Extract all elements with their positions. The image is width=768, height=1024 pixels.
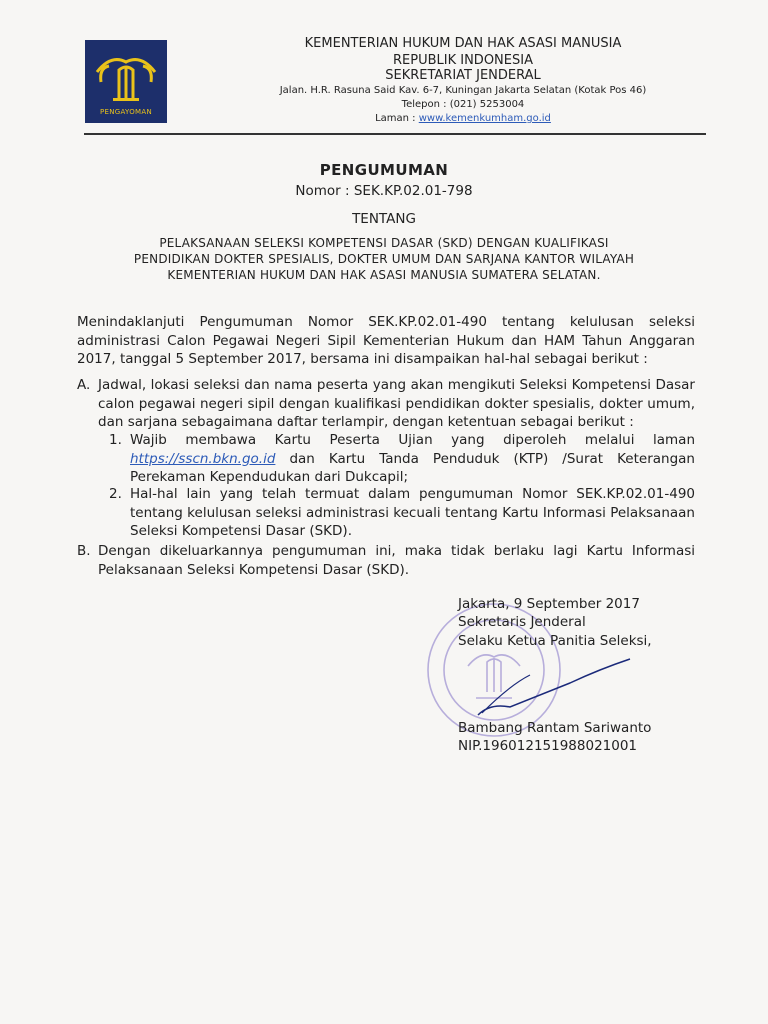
subject-line-1: PELAKSANAAN SELEKSI KOMPETENSI DASAR (SKD) DENGAN KUALIFIKASI <box>159 236 609 250</box>
subject-line-3: KEMENTERIAN HUKUM DAN HAK ASASI MANUSIA SUMATERA SELATAN. <box>167 268 601 282</box>
point-a-marker: A. <box>77 377 91 393</box>
handwritten-signature <box>470 655 650 725</box>
country-name: REPUBLIK INDONESIA <box>393 53 533 68</box>
sscn-link[interactable]: https://sscn.bkn.go.id <box>130 450 276 467</box>
item-1-marker: 1. <box>109 432 122 448</box>
intro-paragraph: Menindaklanjuti Pengumuman Nomor SEK.KP.02.01-490 tentang kelulusan seleksi administrasi Calon Pegawai Negeri Sipil Kementerian Hukum dan HAM Tahun Anggaran 2017, tanggal 5 September 2017, bersama ini disampaikan hal-hal sebagai berikut : <box>77 314 695 367</box>
point-a-text: Jadwal, lokasi seleksi dan nama peserta yang akan mengikuti Seleksi Kompetensi Dasar calon pegawai negeri sipil dengan kualifikasi pendidikan dokter spesialis, dokter umum, dan sarjana sebagaimana daftar terlampir, dengan ketentuan sebagai berikut : <box>98 377 695 430</box>
document-title: PENGUMUMAN <box>319 161 449 179</box>
office-phone: Telepon : (021) 5253004 <box>401 99 525 110</box>
point-b-text: Dengan dikeluarkannya pengumuman ini, maka tidak berlaku lagi Kartu Informasi Pelaksanaan Seleksi Kompetensi Dasar (SKD). <box>98 543 695 578</box>
ministry-logo <box>85 40 167 123</box>
signature-place-date: Jakarta, 9 September 2017 <box>458 596 640 612</box>
item-1-text <box>130 431 695 487</box>
office-name: SEKRETARIAT JENDERAL <box>385 68 541 83</box>
about-heading: TENTANG <box>352 211 416 227</box>
item-1-post: dan Kartu Tanda Penduduk (KTP) /Surat Keterangan Perekaman Kependudukan dari Dukcapil; <box>130 450 695 485</box>
signature-position-1: Sekretaris Jenderal <box>458 614 586 630</box>
website-label: Laman : <box>375 113 419 124</box>
item-1-pre: Wajib membawa Kartu Peserta Ujian yang diperoleh melalui laman <box>130 432 695 448</box>
office-website <box>228 114 698 124</box>
logo-caption: PENGAYOMAN <box>99 108 153 116</box>
website-link[interactable]: www.kemenkumham.go.id <box>418 113 551 124</box>
ministry-name: KEMENTERIAN HUKUM DAN HAK ASASI MANUSIA <box>304 36 622 51</box>
subject-line-2: PENDIDIKAN DOKTER SPESIALIS, DOKTER UMUM DAN SARJANA KANTOR WILAYAH <box>133 252 635 266</box>
signatory-name: Bambang Rantam Sariwanto <box>458 720 652 736</box>
office-address: Jalan. H.R. Rasuna Said Kav. 6-7, Kuningan Jakarta Selatan (Kotak Pos 46) <box>279 85 647 96</box>
document-number: Nomor : SEK.KP.02.01-798 <box>295 183 473 199</box>
item-2-marker: 2. <box>109 486 122 502</box>
point-b-marker: B. <box>77 543 91 559</box>
signatory-nip: NIP.196012151988021001 <box>458 738 638 754</box>
header-divider <box>84 133 706 135</box>
item-2-text: Hal-hal lain yang telah termuat dalam pengumuman Nomor SEK.KP.02.01-490 tentang kelulusan seleksi administrasi kecuali tentang Kartu Informasi Pelaksanaan Seleksi Kompetensi Dasar (SKD). <box>130 486 695 539</box>
signature-position-2: Selaku Ketua Panitia Seleksi, <box>458 633 652 649</box>
